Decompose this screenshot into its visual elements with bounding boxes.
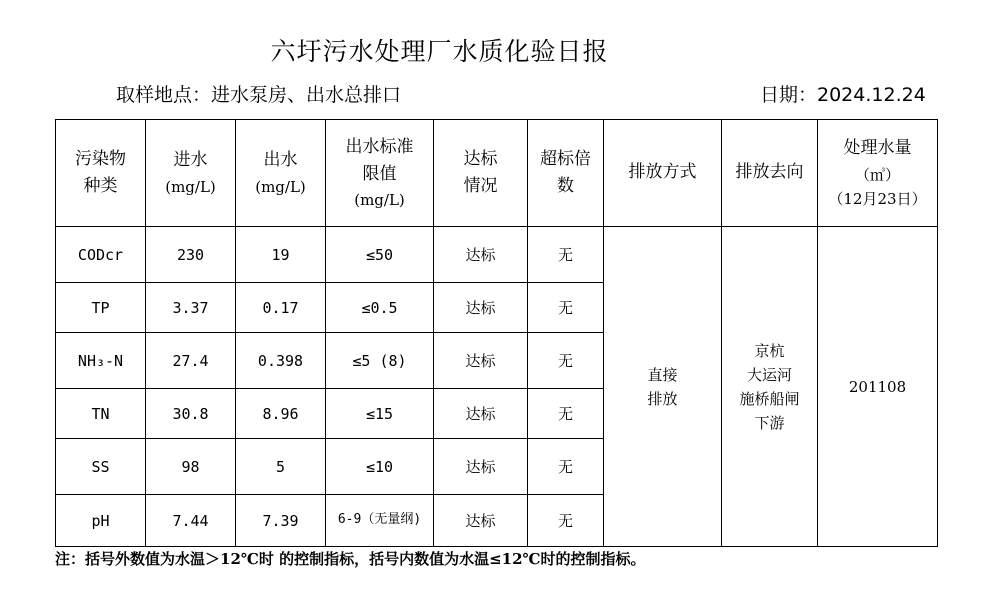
pollutant-name: TP xyxy=(56,283,146,333)
limit-value: ≤10 xyxy=(326,439,434,495)
header-exceed-line2: 数 xyxy=(557,176,574,196)
pollutant-name: TN xyxy=(56,389,146,439)
header-destination: 排放去向 xyxy=(722,120,818,227)
report-date: 日期：2024.12.24 xyxy=(760,84,926,106)
footnote: 注：括号外数值为水温＞12℃时 的控制指标，括号内数值为水温≤12℃时的控制指标。 xyxy=(55,550,646,568)
header-method: 排放方式 xyxy=(604,120,722,227)
status-value: 达标 xyxy=(434,283,528,333)
effluent-value: 8.96 xyxy=(236,389,326,439)
water-quality-table xyxy=(55,119,938,547)
influent-value: 230 xyxy=(146,227,236,283)
effluent-value: 7.39 xyxy=(236,495,326,547)
exceed-value: 无 xyxy=(528,333,604,389)
header-effluent xyxy=(236,120,326,227)
header-volume-date: （12月23日） xyxy=(828,189,927,208)
influent-value: 3.37 xyxy=(146,283,236,333)
header-influent-line1: 进水 xyxy=(173,150,208,171)
limit-value: 6-9（无量纲) xyxy=(326,495,434,547)
pollutant-name: SS xyxy=(56,439,146,495)
table-row xyxy=(56,227,938,283)
destination-line2: 大运河 xyxy=(746,365,792,384)
header-pollutant xyxy=(56,120,146,227)
discharge-method-line1: 直接 xyxy=(647,365,678,384)
influent-value: 30.8 xyxy=(146,389,236,439)
header-limit xyxy=(326,120,434,227)
table-header-row xyxy=(56,120,938,227)
header-status-line1: 达标 xyxy=(463,148,498,169)
limit-value: ≤5 (8) xyxy=(326,333,434,389)
report-title xyxy=(0,32,999,68)
header-pollutant-line2: 种类 xyxy=(83,176,118,196)
header-status xyxy=(434,120,528,227)
limit-value: ≤0.5 xyxy=(326,283,434,333)
header-influent-unit: (mg/L) xyxy=(165,177,216,196)
exceed-value: 无 xyxy=(528,495,604,547)
destination-line4: 下游 xyxy=(754,413,785,432)
exceed-value: 无 xyxy=(528,283,604,333)
influent-value: 27.4 xyxy=(146,333,236,389)
header-effluent-unit: (mg/L) xyxy=(255,177,306,196)
exceed-value: 无 xyxy=(528,439,604,495)
status-value: 达标 xyxy=(434,495,528,547)
header-limit-line2: 限值 xyxy=(362,164,397,184)
effluent-value: 19 xyxy=(236,227,326,283)
influent-value: 7.44 xyxy=(146,495,236,547)
discharge-destination xyxy=(722,227,818,547)
status-value: 达标 xyxy=(434,227,528,283)
discharge-method xyxy=(604,227,722,547)
header-limit-line1: 出水标准 xyxy=(345,136,414,157)
header-limit-unit: (mg/L) xyxy=(354,191,405,210)
influent-value: 98 xyxy=(146,439,236,495)
report-title-text: 六圩污水处理厂水质化验日报 xyxy=(270,37,609,66)
header-effluent-line1: 出水 xyxy=(263,150,298,171)
effluent-value: 0.17 xyxy=(236,283,326,333)
status-value: 达标 xyxy=(434,389,528,439)
exceed-value: 无 xyxy=(528,389,604,439)
sampling-location: 取样地点：进水泵房、出水总排口 xyxy=(116,84,402,106)
header-volume-line1: 处理水量 xyxy=(843,138,912,159)
header-volume xyxy=(818,120,938,227)
pollutant-name: CODcr xyxy=(56,227,146,283)
header-influent xyxy=(146,120,236,227)
discharge-method-line2: 排放 xyxy=(647,389,678,408)
pollutant-name: NH₃-N xyxy=(56,333,146,389)
status-value: 达标 xyxy=(434,333,528,389)
header-exceed-line1: 超标倍 xyxy=(540,148,591,169)
effluent-value: 5 xyxy=(236,439,326,495)
limit-value: ≤50 xyxy=(326,227,434,283)
header-exceed xyxy=(528,120,604,227)
pollutant-name: pH xyxy=(56,495,146,547)
header-volume-unit: （㎥） xyxy=(854,165,900,184)
header-status-line2: 情况 xyxy=(463,176,498,196)
treated-volume: 201108 xyxy=(818,227,938,547)
effluent-value: 0.398 xyxy=(236,333,326,389)
limit-value: ≤15 xyxy=(326,389,434,439)
exceed-value: 无 xyxy=(528,227,604,283)
header-pollutant-line1: 污染物 xyxy=(75,148,126,169)
destination-line1: 京杭 xyxy=(754,341,785,360)
status-value: 达标 xyxy=(434,439,528,495)
destination-line3: 施桥船闸 xyxy=(739,389,800,408)
